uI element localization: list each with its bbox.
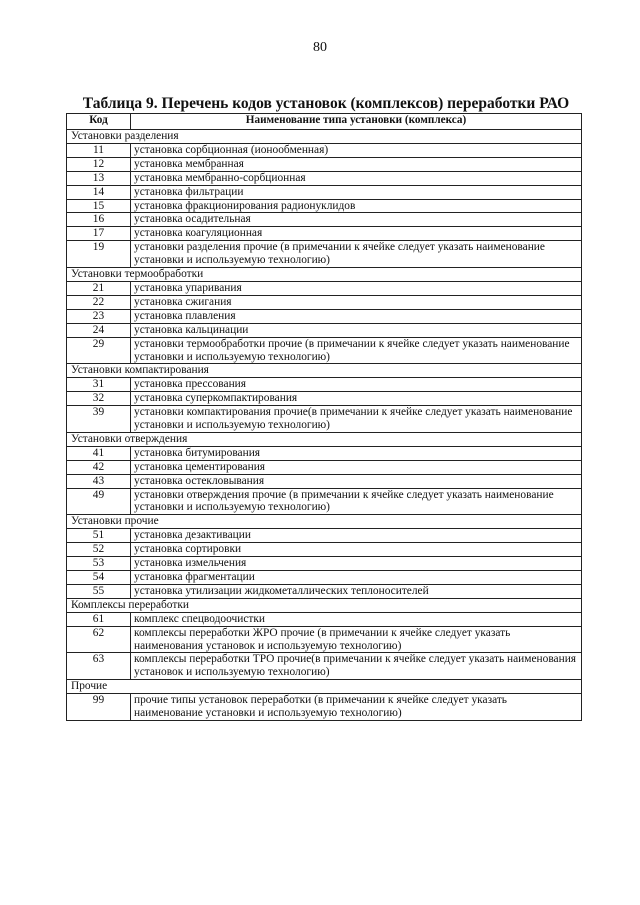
table-row bbox=[67, 488, 582, 515]
group-label: Установки прочие bbox=[67, 515, 582, 529]
name-cell: установки отверждения прочие (в примечании к ячейке следует указать наименование установки и используемую технологию) bbox=[131, 488, 582, 515]
name-cell: установки разделения прочие (в примечании к ячейке следует указать наименование установки и используемую технологию) bbox=[131, 241, 582, 268]
group-label: Установки разделения bbox=[67, 130, 582, 144]
table-row bbox=[67, 571, 582, 585]
header-code: Код bbox=[67, 114, 131, 130]
group-row bbox=[67, 680, 582, 694]
group-row bbox=[67, 364, 582, 378]
name-cell: прочие типы установок переработки (в примечании к ячейке следует указать наименование установки и используемую технологию) bbox=[131, 694, 582, 721]
code-cell: 39 bbox=[67, 406, 131, 433]
name-cell: установка плавления bbox=[131, 309, 582, 323]
table-row bbox=[67, 406, 582, 433]
code-cell: 42 bbox=[67, 460, 131, 474]
table-row bbox=[67, 199, 582, 213]
table-row bbox=[67, 446, 582, 460]
table-row bbox=[67, 241, 582, 268]
code-cell: 43 bbox=[67, 474, 131, 488]
name-cell: установка цементирования bbox=[131, 460, 582, 474]
table-row bbox=[67, 584, 582, 598]
code-cell: 49 bbox=[67, 488, 131, 515]
name-cell: установка прессования bbox=[131, 378, 582, 392]
group-row bbox=[67, 130, 582, 144]
group-label: Установки термообработки bbox=[67, 268, 582, 282]
table-row bbox=[67, 653, 582, 680]
code-cell: 15 bbox=[67, 199, 131, 213]
name-cell: установка фильтрации bbox=[131, 185, 582, 199]
code-cell: 53 bbox=[67, 557, 131, 571]
table-body bbox=[67, 130, 582, 721]
group-label: Прочие bbox=[67, 680, 582, 694]
table-row bbox=[67, 543, 582, 557]
name-cell: комплекс спецводоочистки bbox=[131, 612, 582, 626]
name-cell: установка измельчения bbox=[131, 557, 582, 571]
name-cell: установка остекловывания bbox=[131, 474, 582, 488]
table-row bbox=[67, 171, 582, 185]
code-cell: 61 bbox=[67, 612, 131, 626]
code-cell: 24 bbox=[67, 323, 131, 337]
table-row bbox=[67, 185, 582, 199]
code-cell: 22 bbox=[67, 295, 131, 309]
name-cell: установка фракционирования радионуклидов bbox=[131, 199, 582, 213]
name-cell: комплексы переработки ЖРО прочие (в примечании к ячейке следует указать наименования установок и используемую технологию) bbox=[131, 626, 582, 653]
code-cell: 17 bbox=[67, 227, 131, 241]
code-cell: 21 bbox=[67, 281, 131, 295]
table-row bbox=[67, 227, 582, 241]
table-row bbox=[67, 529, 582, 543]
code-cell: 29 bbox=[67, 337, 131, 364]
group-row bbox=[67, 268, 582, 282]
name-cell: установка битумирования bbox=[131, 446, 582, 460]
group-row bbox=[67, 515, 582, 529]
group-row bbox=[67, 598, 582, 612]
name-cell: установка мембранно-сорбционная bbox=[131, 171, 582, 185]
code-cell: 99 bbox=[67, 694, 131, 721]
name-cell: установка упаривания bbox=[131, 281, 582, 295]
page-number: 80 bbox=[313, 40, 327, 55]
name-cell: установка кальцинации bbox=[131, 323, 582, 337]
group-label: Установки компактирования bbox=[67, 364, 582, 378]
name-cell: установка утилизации жидкометаллических теплоносителей bbox=[131, 584, 582, 598]
name-cell: установка мембранная bbox=[131, 157, 582, 171]
name-cell: установки компактирования прочие(в примечании к ячейке следует указать наименование установки и используемую технологию) bbox=[131, 406, 582, 433]
code-cell: 12 bbox=[67, 157, 131, 171]
header-name: Наименование типа установки (комплекса) bbox=[131, 114, 582, 130]
group-label: Установки отверждения bbox=[67, 432, 582, 446]
table-row bbox=[67, 378, 582, 392]
code-cell: 52 bbox=[67, 543, 131, 557]
table-row bbox=[67, 694, 582, 721]
name-cell: установки термообработки прочие (в примечании к ячейке следует указать наименование установки и используемую технологию) bbox=[131, 337, 582, 364]
code-cell: 16 bbox=[67, 213, 131, 227]
code-cell: 14 bbox=[67, 185, 131, 199]
codes-table bbox=[66, 113, 582, 721]
code-cell: 32 bbox=[67, 392, 131, 406]
table-row bbox=[67, 323, 582, 337]
table-row bbox=[67, 460, 582, 474]
code-cell: 62 bbox=[67, 626, 131, 653]
code-cell: 54 bbox=[67, 571, 131, 585]
name-cell: установка дезактивации bbox=[131, 529, 582, 543]
code-cell: 23 bbox=[67, 309, 131, 323]
code-cell: 19 bbox=[67, 241, 131, 268]
table-row bbox=[67, 309, 582, 323]
name-cell: установка суперкомпактирования bbox=[131, 392, 582, 406]
name-cell: установка сортировки bbox=[131, 543, 582, 557]
name-cell: установка коагуляционная bbox=[131, 227, 582, 241]
group-label: Комплексы переработки bbox=[67, 598, 582, 612]
table-row bbox=[67, 143, 582, 157]
code-cell: 55 bbox=[67, 584, 131, 598]
table-row bbox=[67, 213, 582, 227]
table-row bbox=[67, 626, 582, 653]
table-header-row bbox=[67, 114, 582, 130]
code-cell: 63 bbox=[67, 653, 131, 680]
code-cell: 31 bbox=[67, 378, 131, 392]
table-row bbox=[67, 281, 582, 295]
name-cell: комплексы переработки ТРО прочие(в примечании к ячейке следует указать наименования установок и используемую технологию) bbox=[131, 653, 582, 680]
table-row bbox=[67, 295, 582, 309]
name-cell: установка сжигания bbox=[131, 295, 582, 309]
group-row bbox=[67, 432, 582, 446]
code-cell: 13 bbox=[67, 171, 131, 185]
code-cell: 41 bbox=[67, 446, 131, 460]
table-row bbox=[67, 157, 582, 171]
table-row bbox=[67, 474, 582, 488]
table-row bbox=[67, 612, 582, 626]
table-title: Таблица 9. Перечень кодов установок (комплексов) переработки РАО bbox=[82, 95, 570, 112]
table-row bbox=[67, 337, 582, 364]
table-row bbox=[67, 392, 582, 406]
code-cell: 11 bbox=[67, 143, 131, 157]
name-cell: установка сорбционная (ионообменная) bbox=[131, 143, 582, 157]
code-cell: 51 bbox=[67, 529, 131, 543]
name-cell: установка фрагментации bbox=[131, 571, 582, 585]
table-row bbox=[67, 557, 582, 571]
name-cell: установка осадительная bbox=[131, 213, 582, 227]
